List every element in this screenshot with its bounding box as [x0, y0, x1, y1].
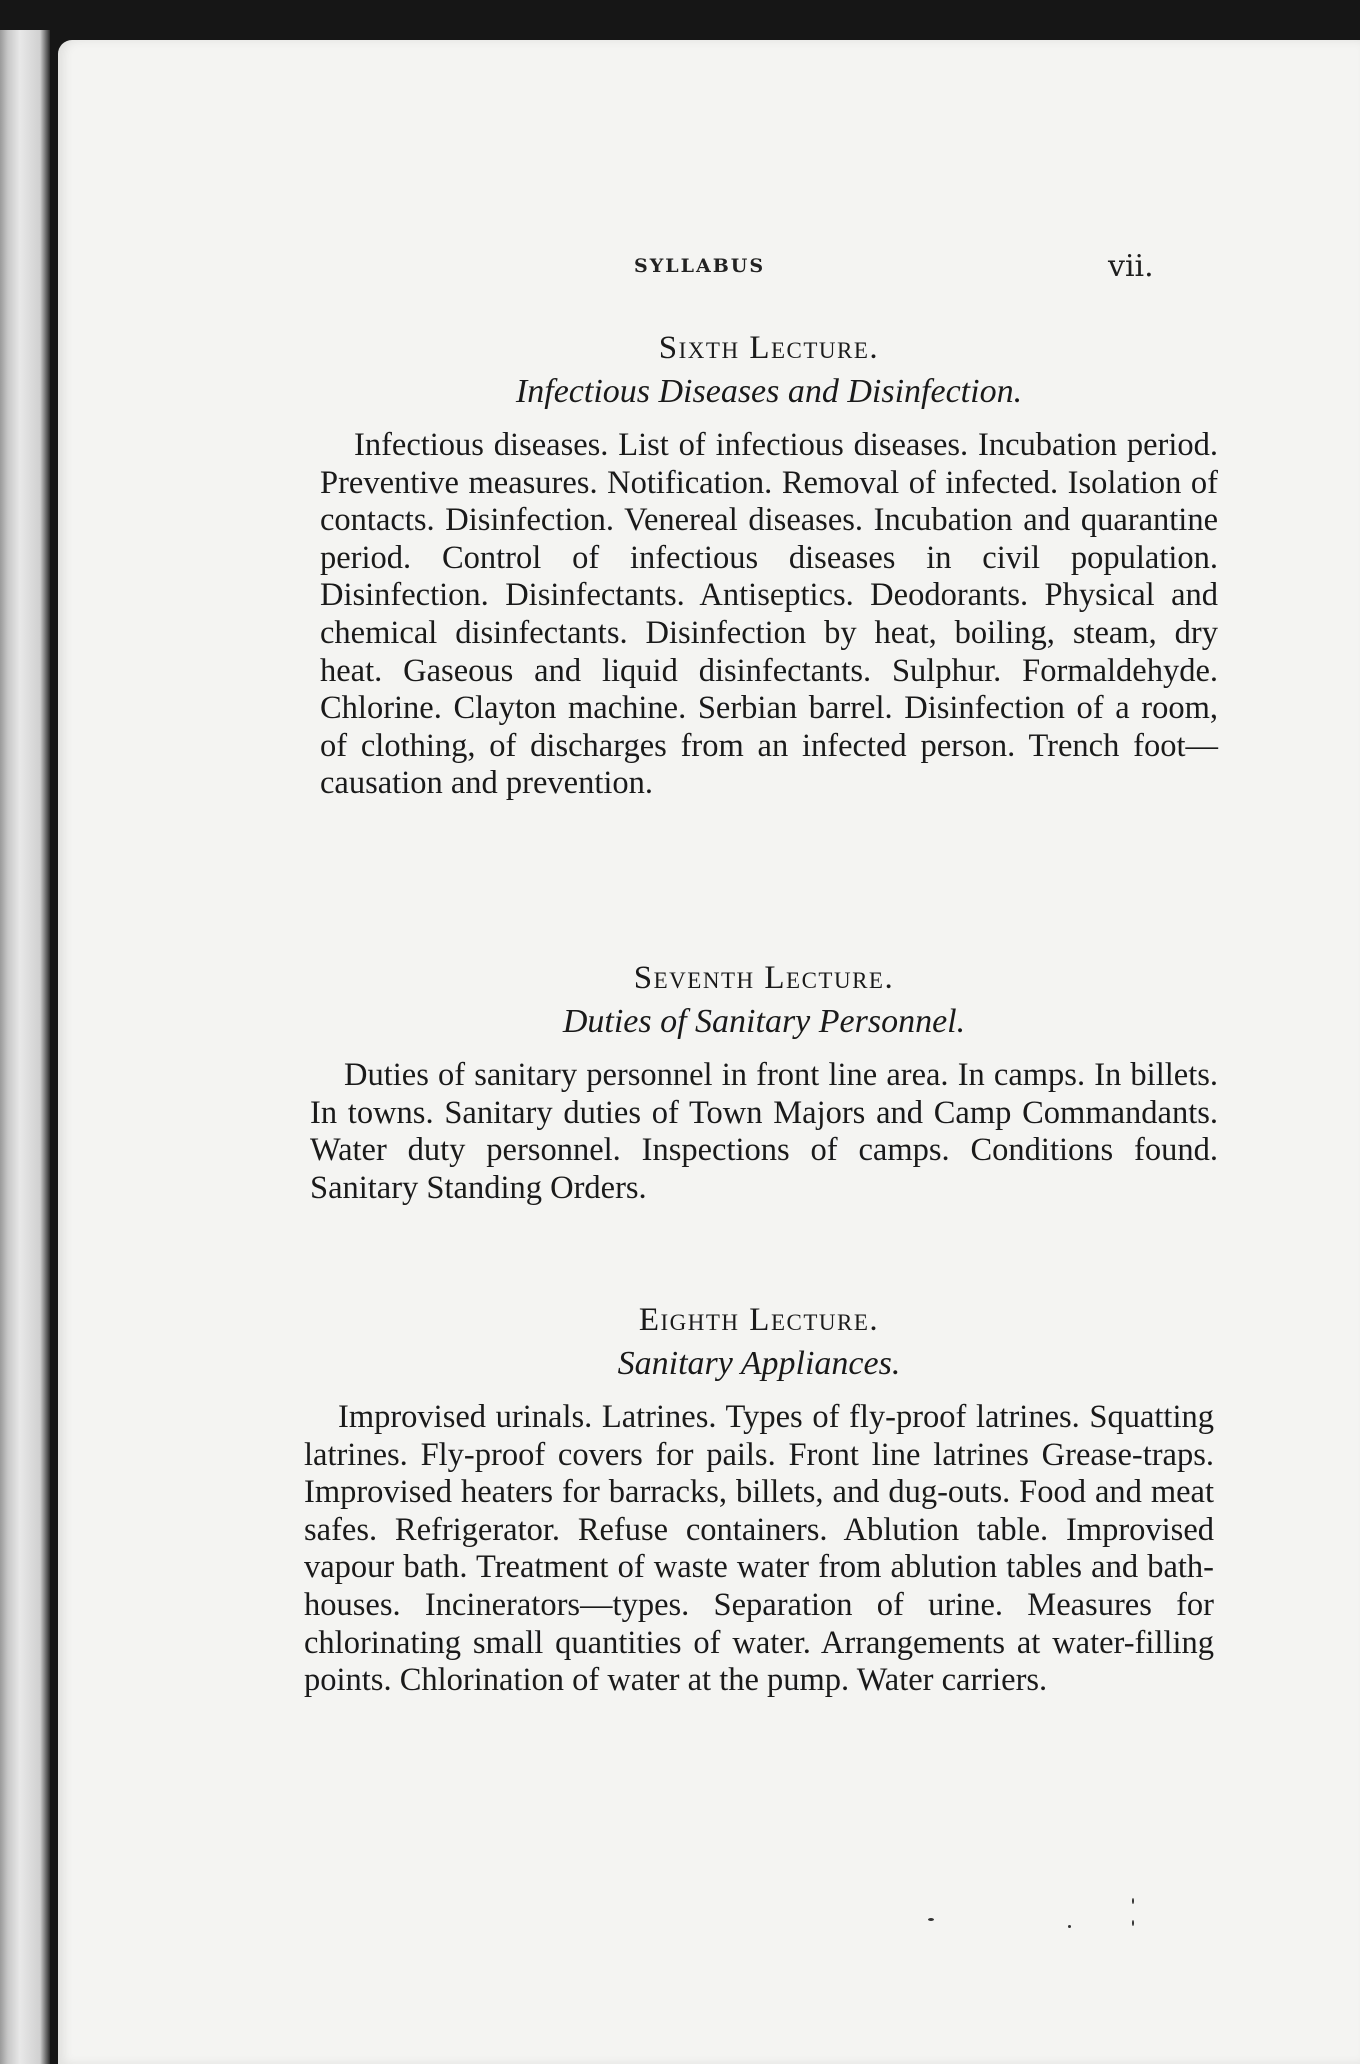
lecture-body: Improvised urinals. Latrines. Types of fly-proof latrines. Squatting latrines. Fly-proof covers for pails. Front line latrines Grease-traps. Improvised heaters for barracks, billets, and dug-outs. Food and meat safes. Refrigerator. Refuse containers. Ablution table. Improvised vapour bath. Treatment of waste water from ablution tables and bath-houses. Incinerators—types. Separation of urine. Measures for chlorinating small quantities of water. Arrangements at water-filling points. Chlorination of water at the pump. Water carriers.: [304, 1399, 1214, 1699]
lecture-subtitle: Sanitary Appliances.: [617, 1345, 901, 1382]
scan-speck: [928, 1918, 934, 1921]
scan-speck: [1068, 1925, 1071, 1928]
scan-speck: [1132, 1920, 1134, 1926]
lecture-subtitle: Duties of Sanitary Personnel.: [562, 1003, 966, 1040]
page-number: vii.: [1108, 249, 1154, 284]
scan-speck: [1132, 1898, 1134, 1904]
running-head: [58, 249, 1360, 295]
lecture-body: Infectious diseases. List of infectious diseases. Incubation period. Preventive measures. Notification. Removal of infected. Isolation of contacts. Disinfection. Venereal diseases. Incubation and quarantine period. Control of infectious diseases in civil population. Disinfection. Disinfectants. Antiseptics. Deodorants. Physical and chemical disinfectants. Disinfection by heat, boiling, steam, dry heat. Gaseous and liquid disinfectants. Sulphur. Formaldehyde. Chlorine. Clayton machine. Serbian barrel. Disinfection of a room, of clothing, of discharges from an infected person. Trench foot—causation and prevention.: [320, 427, 1218, 802]
lecture-heading: Seventh Lecture.: [633, 960, 895, 996]
lecture-body: Duties of sanitary personnel in front line area. In camps. In billets. In towns. Sanitary duties of Town Majors and Camp Commandants. Water duty personnel. Inspections of camps. Conditions found. Sanitary Standing Orders.: [310, 1057, 1218, 1206]
lecture-section-eighth: [304, 1302, 1214, 1700]
lecture-heading: Sixth Lecture.: [658, 330, 880, 366]
lecture-section-seventh: [310, 960, 1218, 1207]
lecture-subtitle: Infectious Diseases and Disinfection.: [515, 373, 1023, 410]
running-title: SYLLABUS: [634, 255, 766, 277]
book-page: [58, 40, 1360, 2064]
facing-page-edge: [0, 30, 50, 2064]
lecture-heading: Eighth Lecture.: [638, 1302, 880, 1338]
lecture-section-sixth: [320, 330, 1218, 803]
